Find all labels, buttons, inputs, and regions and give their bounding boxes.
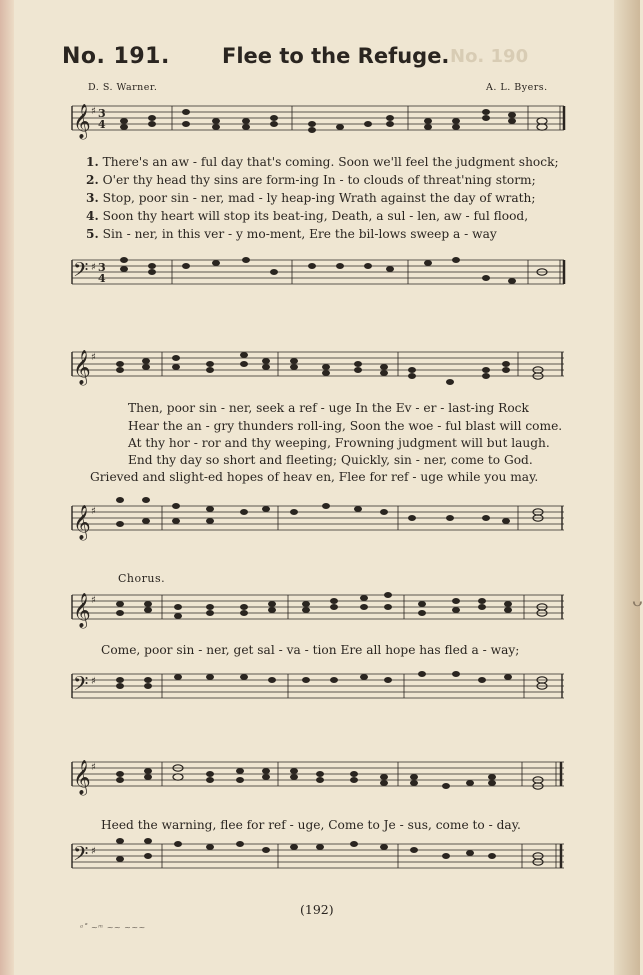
svg-text:𝄞: 𝄞 — [73, 593, 91, 628]
page-number: (192) — [300, 902, 334, 917]
svg-text:♯: ♯ — [91, 262, 96, 273]
staff-bass-2 — [68, 492, 568, 552]
gutter-mark: ᴗ — [632, 590, 643, 611]
svg-text:♯: ♯ — [91, 846, 96, 857]
chorus-line-2: Heed the warning, flee for ref - uge, Come to Je - sus, come to - day. — [101, 818, 521, 832]
verse-4-line-2: End thy day so short and fleeting; Quickly, sin - ner, come to God. — [128, 453, 533, 467]
lyricist-credit: D. S. Warner. — [88, 82, 158, 93]
svg-text:♯: ♯ — [91, 595, 96, 606]
chorus-line-1: Come, poor sin - ner, get sal - va - tion Ere all hope has fled a - way; — [101, 643, 520, 657]
staff-bass-4 — [68, 830, 568, 890]
staff-bass-1 — [68, 250, 568, 296]
svg-text:𝄞: 𝄞 — [73, 350, 91, 385]
svg-text:𝄞: 𝄞 — [73, 104, 91, 139]
verse-5-line-1: 5. Sin - ner, in this ver - y mo-ment, Ere the bil-lows sweep a - way — [86, 227, 497, 241]
hymn-number: No. 191. — [62, 44, 170, 69]
staff-treble-1 — [68, 98, 568, 144]
verse-1-line-1: 1. There's an aw - ful day that's coming. Soon we'll feel the judgment shock; — [86, 155, 559, 169]
svg-text:4: 4 — [98, 272, 106, 285]
staff-treble-3 — [68, 585, 568, 635]
svg-text:3: 3 — [98, 107, 106, 120]
bleed-through-text: No. 190 — [450, 46, 529, 67]
hymn-title: Flee to the Refuge. — [222, 44, 450, 68]
staff-treble-4 — [68, 750, 568, 810]
verse-2-line-2: Hear the an - gry thunders roll-ing, Soon the woe - ful blast will come. — [128, 419, 563, 433]
verse-2-line-1: 2. O'er thy head thy sins are form-ing In - to clouds of threat'ning storm; — [86, 173, 536, 187]
verse-3-line-2: At thy hor - ror and thy weeping, Frowning judgment will but laugh. — [128, 436, 550, 450]
svg-text:𝄞: 𝄞 — [73, 760, 91, 795]
svg-text:♯: ♯ — [91, 106, 96, 117]
verse-4-line-1: 4. Soon thy heart will stop its beat-ing, Death, a sul - len, aw - ful flood, — [86, 209, 529, 223]
verse-1-line-2: Then, poor sin - ner, seek a ref - uge In the Ev - er - last-ing Rock — [128, 401, 529, 415]
staff-treble-2 — [68, 340, 568, 390]
svg-text:𝄞: 𝄞 — [73, 505, 91, 540]
verse-5-line-2: Grieved and slight-ed hopes of heav en, Flee for ref - uge while you may. — [90, 470, 539, 484]
svg-text:♯: ♯ — [91, 506, 96, 517]
svg-text:4: 4 — [98, 118, 106, 131]
page-edge-left — [0, 0, 14, 975]
composer-credit: A. L. Byers. — [486, 82, 548, 93]
svg-text:𝄢: 𝄢 — [73, 842, 89, 870]
handwritten-note: ᵃ˚ ~ᵐ ~~ ~~~ — [80, 923, 146, 932]
svg-text:♯: ♯ — [91, 352, 96, 363]
svg-text:♯: ♯ — [91, 676, 96, 687]
page-edge-right — [614, 0, 640, 975]
chorus-label: Chorus. — [118, 572, 166, 585]
staff-bass-3 — [68, 660, 568, 720]
svg-text:𝄢: 𝄢 — [73, 258, 89, 286]
svg-text:3: 3 — [98, 261, 106, 274]
verse-3-line-1: 3. Stop, poor sin - ner, mad - ly heap-ing Wrath against the day of wrath; — [86, 191, 536, 205]
svg-text:𝄢: 𝄢 — [73, 672, 89, 700]
svg-text:♯: ♯ — [91, 762, 96, 773]
